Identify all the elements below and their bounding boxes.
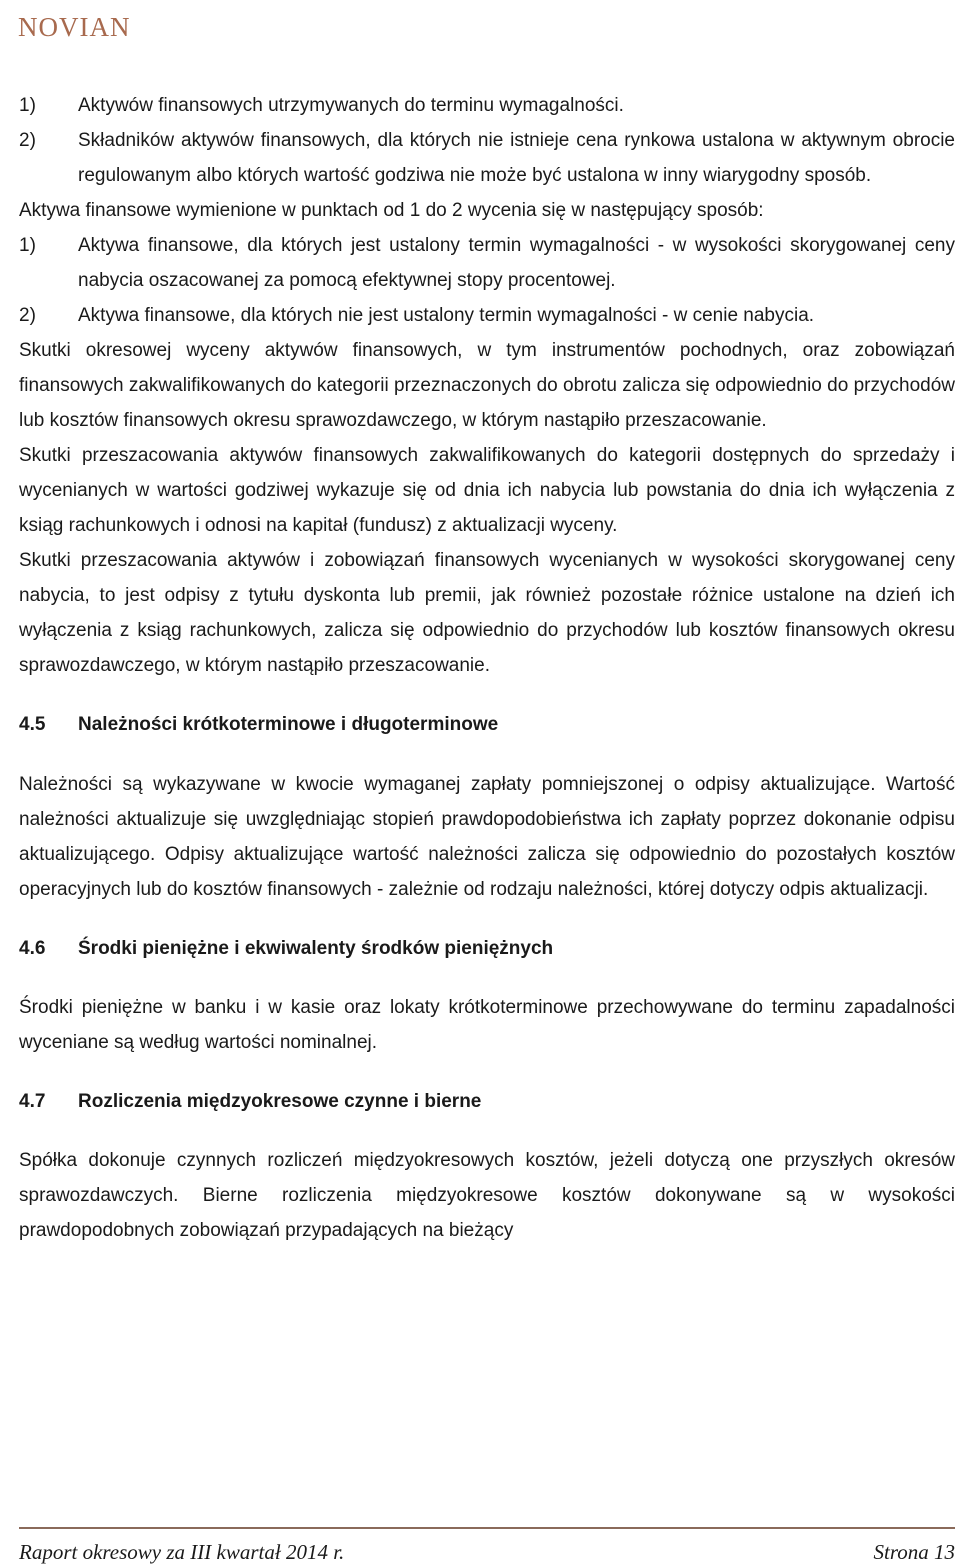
section-paragraph: Środki pieniężne w banku i w kasie oraz lokaty krótkoterminowe przechowywane do terminu zapadalności wyceniane są według wartości nominalnej. <box>19 997 955 1053</box>
paragraph: Skutki przeszacowania aktywów i zobowiązań finansowych wycenianych w wysokości skorygowanej ceny nabycia, to jest odpisy z tytułu dyskonta lub premii, jak również pozostałe różnice ustalone na dzień ich wyłączenia z ksiąg rachunkowych, zalicza się odpowiednio do przychodów lub kosztów finansowych okresu sprawozdawczego, w którym nastąpiło przeszacowanie. <box>19 550 955 676</box>
footer-report-title: Raport okresowy za III kwartał 2014 r. <box>19 1539 345 1564</box>
list-text: Aktywa finansowe, dla których nie jest ustalony termin wymagalności - w cenie nabycia. <box>78 305 815 326</box>
page-number: Strona 13 <box>873 1539 955 1564</box>
list-item <box>19 123 955 193</box>
section-number: 4.5 <box>19 714 46 735</box>
section-title: Rozliczenia międzyokresowe czynne i bierne <box>78 1091 482 1112</box>
list-text: Aktywów finansowych utrzymywanych do terminu wymagalności. <box>78 95 624 116</box>
list-text: Aktywa finansowe, dla których jest ustalony termin wymagalności - w wysokości skorygowanej ceny nabycia oszacowanej za pomocą efektywnej stopy procentowej. <box>78 235 955 291</box>
list-number: 2) <box>19 130 36 151</box>
list-text: Składników aktywów finansowych, dla których nie istnieje cena rynkowa ustalona w aktywnym obrocie regulowanym albo których wartość godziwa nie może być ustalona w inny wiarygodny sposób. <box>78 130 955 186</box>
list-number: 1) <box>19 95 36 116</box>
list-item <box>19 298 955 333</box>
section-heading <box>19 707 955 742</box>
section-number: 4.6 <box>19 938 46 959</box>
list-number: 2) <box>19 305 36 326</box>
page-footer <box>19 1538 955 1566</box>
company-logo: NOVIAN <box>18 12 131 42</box>
paragraph: Skutki przeszacowania aktywów finansowych zakwalifikowanych do kategorii dostępnych do sprzedaży i wycenianych w wartości godziwej wykazuje się od dnia ich nabycia lub powstania do dnia ich wyłączenia z ksiąg rachunkowych i odnosi na kapitał (fundusz) z aktualizacji wyceny. <box>19 445 955 536</box>
paragraph: Skutki okresowej wyceny aktywów finansowych, w tym instrumentów pochodnych, oraz zobowiązań finansowych zakwalifikowanych do kategorii przeznaczonych do obrotu zalicza się odpowiednio do przychodów lub kosztów finansowych okresu sprawozdawczego, w którym nastąpiło przeszacowanie. <box>19 340 955 431</box>
document-body <box>19 88 955 1248</box>
section-title: Środki pieniężne i ekwiwalenty środków pieniężnych <box>78 938 554 959</box>
list-number: 1) <box>19 235 36 256</box>
list-item <box>19 88 955 123</box>
list-item <box>19 228 955 298</box>
section-heading <box>19 931 955 966</box>
footer-divider <box>19 1527 955 1529</box>
section-paragraph: Spółka dokonuje czynnych rozliczeń międzyokresowych kosztów, jeżeli dotyczą one przyszłych okresów sprawozdawczych. Bierne rozliczenia międzyokresowe kosztów dokonywane są w wysokości prawdopodobnych zobowiązań przypadających na bieżący <box>19 1150 955 1241</box>
paragraph-intro: Aktywa finansowe wymienione w punktach od 1 do 2 wycenia się w następujący sposób: <box>19 200 764 221</box>
section-title: Należności krótkoterminowe i długoterminowe <box>78 714 499 735</box>
section-number: 4.7 <box>19 1091 46 1112</box>
section-paragraph: Należności są wykazywane w kwocie wymaganej zapłaty pomniejszonej o odpisy aktualizujące. Wartość należności aktualizuje się uwzględniając stopień prawdopodobieństwa ich zapłaty poprzez dokonanie odpisu aktualizującego. Odpisy aktualizujące wartość należności zalicza się odpowiednio do pozostałych kosztów operacyjnych lub do kosztów finansowych - zależnie od rodzaju należności, której dotyczy odpis aktualizacji. <box>19 774 955 900</box>
section-heading <box>19 1084 955 1119</box>
